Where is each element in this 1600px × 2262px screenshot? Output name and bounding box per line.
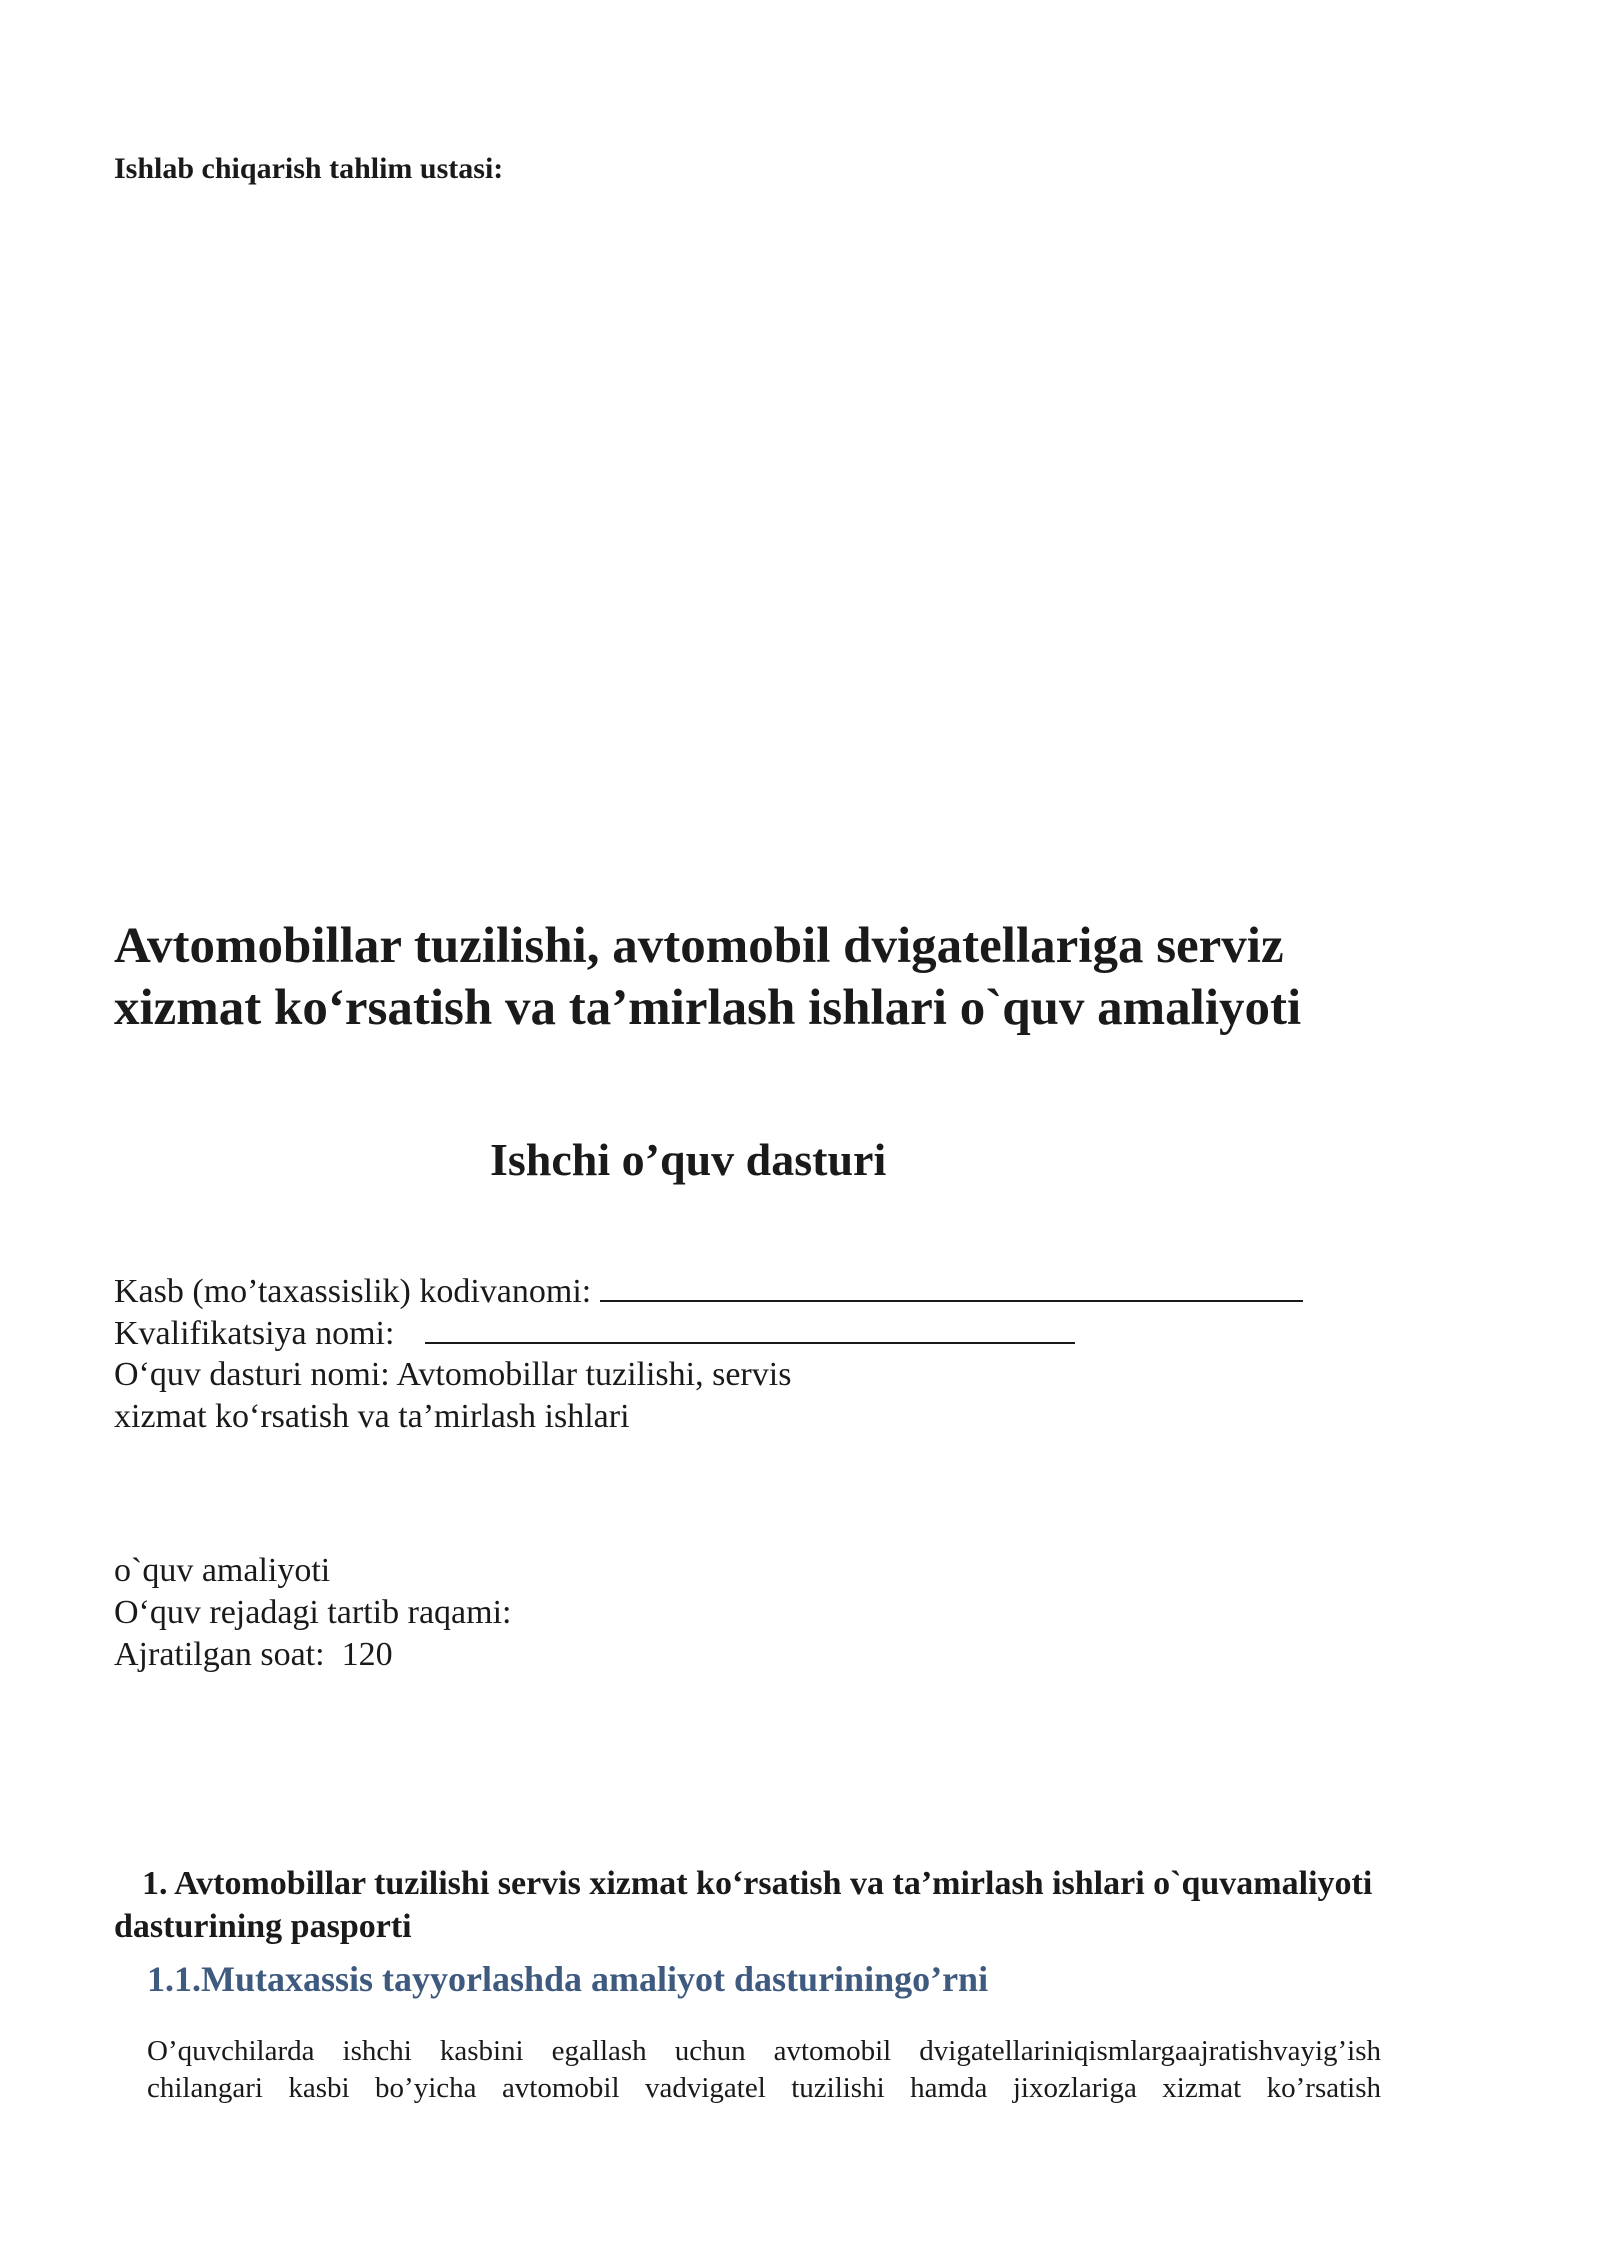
body-paragraph-line-1: O’quvchilarda ishchi kasbini egallash uchun avtomobil dvigatellariniqismlargaajratishvayig’ish xyxy=(147,2035,1381,2067)
section-1-title-line-1: Avtomobillar tuzilishi servis xizmat ko‘rsatish va ta’mirlash ishlari o`quvamaliyoti xyxy=(174,1865,1373,1902)
dastur-nomi-line-2: xizmat ko‘rsatish va ta’mirlash ishlari xyxy=(114,1398,630,1435)
soat-field xyxy=(114,1634,393,1676)
document-title-line-2: xizmat ko‘rsatish va ta’mirlash ishlari o`quv amaliyoti xyxy=(114,980,1302,1036)
body-paragraph xyxy=(147,2033,1381,2107)
amaliyot-label: o`quv amaliyoti xyxy=(114,1552,331,1589)
section-1-title-line-2: dasturining pasporti xyxy=(114,1908,412,1945)
document-title xyxy=(114,915,1301,1039)
body-paragraph-line-2: chilangari kasbi bo’yicha avtomobil vadvigatel tuzilishi hamda jixozlariga xizmat ko’rsatish xyxy=(147,2072,1381,2104)
document-title-line-1: Avtomobillar tuzilishi, avtomobil dvigatellariga serviz xyxy=(114,918,1284,974)
kvalifikatsiya-blank-line xyxy=(425,1312,1075,1344)
soat-value: 120 xyxy=(341,1636,393,1673)
kasb-field xyxy=(114,1270,1303,1313)
soat-label: Ajratilgan soat: xyxy=(114,1636,325,1673)
section-1-heading xyxy=(114,1862,1372,1948)
kvalifikatsiya-label: Kvalifikatsiya nomi: xyxy=(114,1315,395,1352)
kvalifikatsiya-field xyxy=(114,1312,1075,1355)
tartib-raqami-label: O‘quv rejadagi tartib raqami: xyxy=(114,1594,512,1631)
master-label: Ishlab chiqarish tahlim ustasi: xyxy=(114,152,504,185)
dastur-nomi-line-1: O‘quv dasturi nomi: Avtomobillar tuzilishi, servis xyxy=(114,1356,792,1393)
section-1-number: 1. xyxy=(142,1865,168,1902)
kasb-blank-line xyxy=(600,1270,1303,1302)
section-1-1-heading: 1.1.Mutaxassis tayyorlashda amaliyot dasturiningo’rni xyxy=(147,1959,989,1999)
document-subtitle: Ishchi o’quv dasturi xyxy=(490,1134,887,1185)
kasb-label: Kasb (mo’taxassislik) kodivanomi: xyxy=(114,1273,592,1310)
